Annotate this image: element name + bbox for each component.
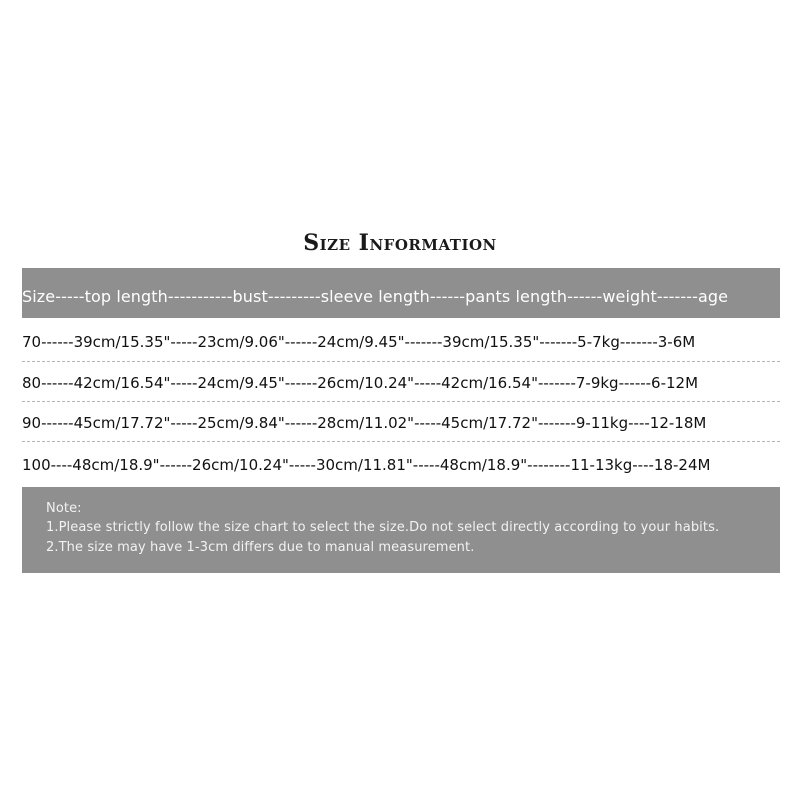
table-header: Size-----top length-----------bust---------sleeve length------pants length------weight-------age [22, 287, 729, 306]
note-label: Note: [46, 501, 82, 516]
row-divider [22, 361, 780, 362]
table-row-100: 100----48cm/18.9"------26cm/10.24"-----30cm/11.81"-----48cm/18.9"--------11-13kg----18-24M [22, 456, 711, 474]
table-row-70: 70------39cm/15.35"-----23cm/9.06"------24cm/9.45"-------39cm/15.35"-------5-7kg-------3-6M [22, 333, 696, 351]
note-line-1: 1.Please strictly follow the size chart to select the size.Do not select directly according to your habits. [46, 520, 720, 535]
note-line-2: 2.The size may have 1-3cm differs due to manual measurement. [46, 540, 475, 555]
page-title: Size Information [303, 230, 497, 256]
row-divider [22, 441, 780, 442]
row-divider [22, 401, 780, 402]
table-row-90: 90------45cm/17.72"-----25cm/9.84"------28cm/11.02"-----45cm/17.72"-------9-11kg----12-18M [22, 414, 707, 432]
table-row-80: 80------42cm/16.54"-----24cm/9.45"------26cm/10.24"-----42cm/16.54"-------7-9kg------6-12M [22, 374, 699, 392]
